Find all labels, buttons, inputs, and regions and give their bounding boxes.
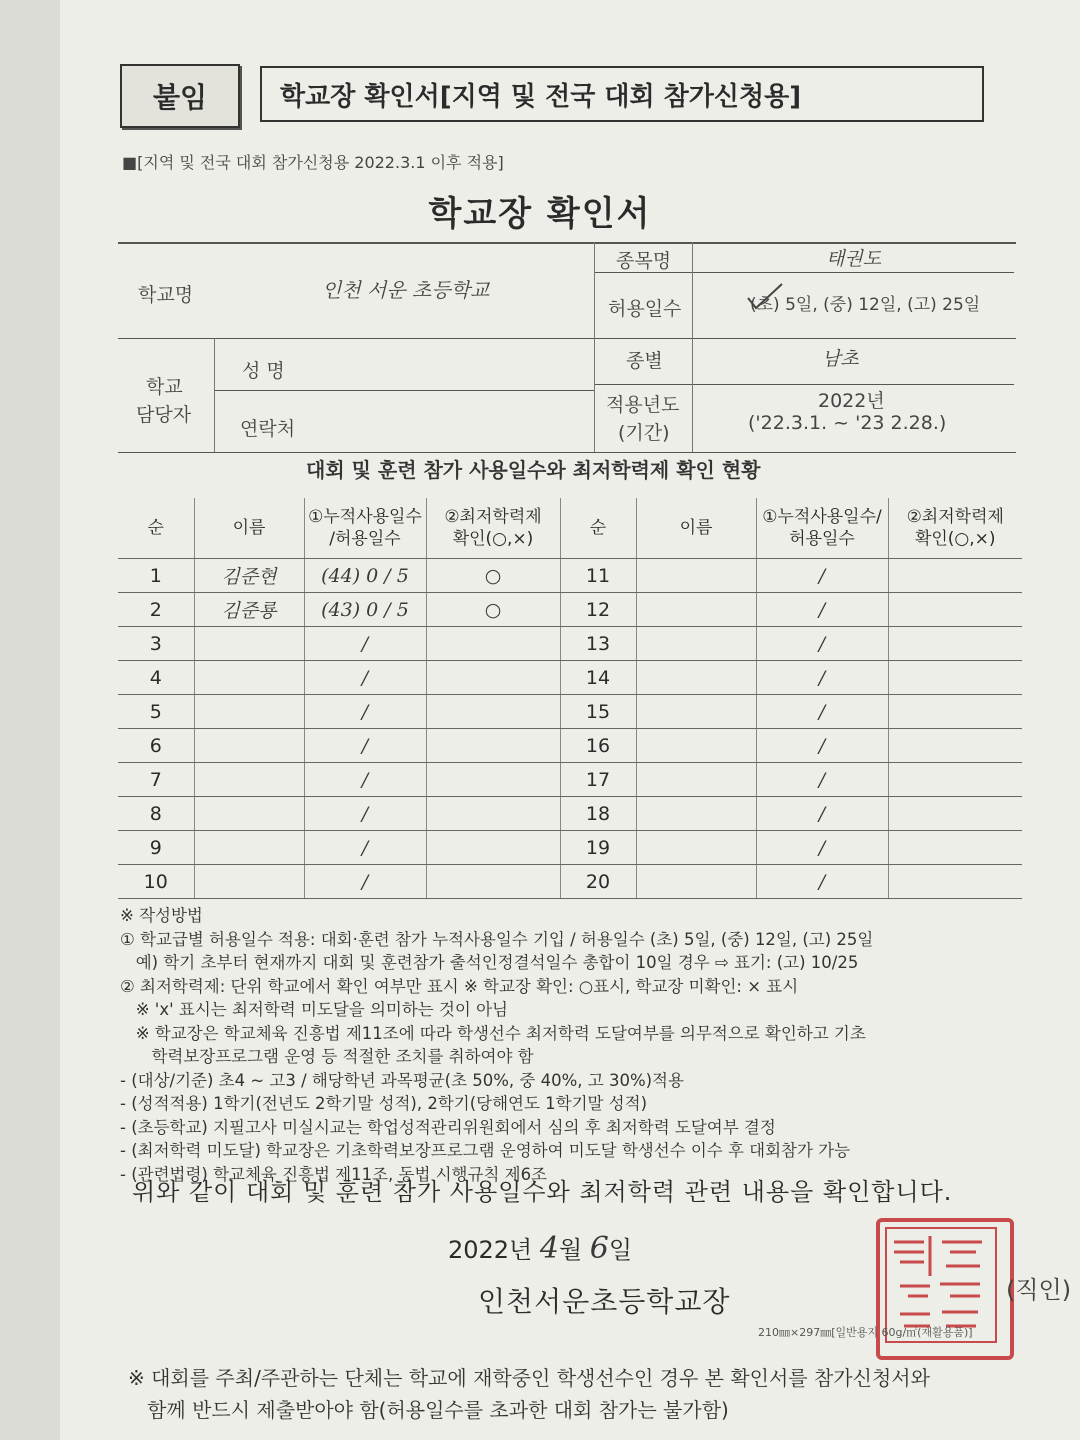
info-line [118, 452, 1016, 453]
row-check-right [888, 729, 1022, 763]
row-no-right: 19 [560, 831, 636, 865]
row-days: / [304, 865, 426, 899]
row-name [194, 695, 304, 729]
table-row [118, 797, 1022, 831]
row-check-right [888, 627, 1022, 661]
row-days: / [304, 763, 426, 797]
header-academic-right: ②최저학력제 확인(○,×) [888, 498, 1022, 559]
header-academic: ②최저학력제 확인(○,×) [426, 498, 560, 559]
row-days-right: / [756, 559, 888, 593]
category-label: 종별 [626, 350, 663, 372]
footer-line: 함께 반드시 제출받아야 함(허용일수를 초과한 대회 참가는 불가함) [128, 1398, 729, 1422]
header-name-right: 이름 [636, 498, 756, 559]
table-row [118, 729, 1022, 763]
info-line [214, 390, 594, 391]
table-row [118, 627, 1022, 661]
row-check-right [888, 797, 1022, 831]
row-check-right [888, 865, 1022, 899]
instruction-line: 학력보장프로그램 운영 등 적절한 조치를 취하여야 함 [120, 1047, 534, 1066]
row-name-right [636, 831, 756, 865]
instruction-line: ① 학교급별 허용일수 적용: 대회·훈련 참가 누적사용일수 기입 / 허용일수 (초) 5일, (중) 12일, (고) 25일 [120, 929, 874, 949]
row-no-right: 20 [560, 865, 636, 899]
instruction-line: - (성적적용) 1학기(전년도 2학기말 성적), 2학기(당해연도 1학기말 성적) [120, 1094, 648, 1113]
instruction-line: ※ 'x' 표시는 최저학력 미도달을 의미하는 것이 아님 [120, 1000, 508, 1019]
row-no: 10 [118, 865, 194, 899]
applicability-note: ■[지역 및 전국 대회 참가신청용 2022.3.1 이후 적용] [122, 153, 504, 172]
header-no-right: 순 [560, 498, 636, 559]
row-days-right: / [756, 661, 888, 695]
date-month: 4 [539, 1231, 559, 1266]
row-check [426, 729, 560, 763]
row-check [426, 763, 560, 797]
row-check-right [888, 661, 1022, 695]
row-check [426, 865, 560, 899]
row-name-right [636, 661, 756, 695]
row-days-right: / [756, 593, 888, 627]
info-top-line [118, 242, 1016, 244]
instructions [120, 904, 1030, 1186]
row-check [426, 695, 560, 729]
contact-group-label: 학교 [146, 376, 183, 398]
row-days-right: / [756, 763, 888, 797]
info-divider [594, 242, 595, 452]
seal-mark: (직인) [1006, 1276, 1072, 1304]
checkmark-icon [744, 282, 784, 312]
header-no: 순 [118, 498, 194, 559]
row-name: 김준룡 [194, 593, 304, 627]
row-no: 3 [118, 627, 194, 661]
row-name-right [636, 627, 756, 661]
date-day-unit: 일 [608, 1236, 633, 1264]
row-name-right [636, 763, 756, 797]
row-name [194, 661, 304, 695]
info-line [594, 384, 1014, 385]
row-days-right: / [756, 865, 888, 899]
row-no-right: 11 [560, 559, 636, 593]
row-days: (44) 0 / 5 [304, 559, 426, 593]
table-row [118, 661, 1022, 695]
row-check-right [888, 831, 1022, 865]
contact-group-label: 담당자 [136, 404, 192, 426]
row-name: 김준현 [194, 559, 304, 593]
row-name [194, 729, 304, 763]
row-days: / [304, 797, 426, 831]
row-name [194, 627, 304, 661]
school-label: 학교명 [138, 284, 194, 306]
row-no: 9 [118, 831, 194, 865]
table-row [118, 763, 1022, 797]
row-days: / [304, 661, 426, 695]
row-name-right [636, 695, 756, 729]
row-check-right [888, 763, 1022, 797]
date-year: 2022년 [447, 1236, 533, 1264]
table-row [118, 865, 1022, 899]
row-days-right: / [756, 797, 888, 831]
row-no: 5 [118, 695, 194, 729]
year-value: 2022년 [818, 390, 885, 412]
footer-note [128, 1362, 1028, 1426]
name-label: 성 명 [242, 360, 285, 382]
school-value: 인천 서운 초등학교 [322, 278, 490, 302]
row-no-right: 17 [560, 763, 636, 797]
allowed-days-value: (초) 5일, (중) 12일, (고) 25일 [750, 295, 981, 315]
principal-name: 인천서운초등학교장 [478, 1285, 731, 1318]
date-month-unit: 월 [558, 1236, 583, 1264]
row-name [194, 763, 304, 797]
table-title: 대회 및 훈련 참가 사용일수와 최저학력제 확인 현황 [306, 458, 761, 482]
document-title: 학교장 확인서[지역 및 전국 대회 참가신청용] [260, 66, 984, 122]
row-name-right [636, 593, 756, 627]
row-name-right [636, 559, 756, 593]
table-row [118, 593, 1022, 627]
sport-value: 태권도 [826, 248, 882, 270]
row-check [426, 797, 560, 831]
row-days: / [304, 695, 426, 729]
instruction-line: ※ 작성방법 [120, 906, 203, 925]
row-no-right: 14 [560, 661, 636, 695]
row-days-right: / [756, 831, 888, 865]
row-no: 7 [118, 763, 194, 797]
row-days-right: / [756, 695, 888, 729]
usage-table [118, 498, 1022, 899]
row-no-right: 15 [560, 695, 636, 729]
row-no: 6 [118, 729, 194, 763]
paper-size: 210㎜×297㎜[일반용지 60g/㎡(재활용품)] [758, 1326, 973, 1339]
row-days: (43) 0 / 5 [304, 593, 426, 627]
info-divider [214, 338, 215, 452]
instruction-line: ※ 학교장은 학교체육 진흥법 제11조에 따라 학생선수 최저학력 도달여부를 의무적으로 확인하고 기초 [120, 1023, 866, 1043]
sport-label: 종목명 [616, 250, 672, 272]
row-no-right: 16 [560, 729, 636, 763]
row-days: / [304, 831, 426, 865]
row-days: / [304, 627, 426, 661]
footer-line: ※ 대회를 주최/주관하는 단체는 학교에 재학중인 학생선수인 경우 본 확인서를 참가신청서와 [128, 1366, 930, 1390]
row-no: 4 [118, 661, 194, 695]
phone-label: 연락처 [240, 418, 296, 440]
row-check [426, 627, 560, 661]
row-name-right [636, 865, 756, 899]
instruction-line: - (최저학력 미도달) 학교장은 기초학력보장프로그램 운영하여 미도달 학생선수 이수 후 대회참가 가능 [120, 1141, 851, 1160]
row-check: ○ [426, 593, 560, 627]
year-label: (기간) [618, 422, 670, 444]
table-row [118, 695, 1022, 729]
info-divider [692, 242, 693, 452]
allowed-days-label: 허용일수 [608, 298, 682, 320]
row-name-right [636, 797, 756, 831]
row-check-right [888, 593, 1022, 627]
row-name-right [636, 729, 756, 763]
year-period: ('22.3.1. ~ '23 2.28.) [748, 412, 947, 434]
row-days-right: / [756, 729, 888, 763]
row-name [194, 831, 304, 865]
row-check-right [888, 559, 1022, 593]
date-day: 6 [589, 1231, 609, 1266]
row-name [194, 797, 304, 831]
row-check [426, 661, 560, 695]
header-days: ①누적사용일수 /허용일수 [304, 498, 426, 559]
row-no-right: 13 [560, 627, 636, 661]
year-label: 적용년도 [606, 394, 680, 416]
instruction-line: - (관련법령) 학교체육 진흥법 제11조, 동법 시행규칙 제6조 [120, 1164, 547, 1184]
category-value: 남초 [822, 348, 859, 370]
row-no: 2 [118, 593, 194, 627]
main-title: 학교장 확인서 [428, 194, 652, 234]
row-no-right: 12 [560, 593, 636, 627]
row-days-right: / [756, 627, 888, 661]
header-days-right: ①누적사용일수/ 허용일수 [756, 498, 888, 559]
instruction-line: ② 최저학력제: 단위 학교에서 확인 여부만 표시 ※ 학교장 확인: ○표시, 학교장 미확인: × 표시 [120, 976, 799, 996]
attachment-label: 붙임 [120, 64, 240, 128]
confirmation-text: 위와 같이 대회 및 훈련 참가 사용일수와 최저학력 관련 내용을 확인합니다. [132, 1178, 953, 1206]
row-no: 8 [118, 797, 194, 831]
row-check-right [888, 695, 1022, 729]
row-no-right: 18 [560, 797, 636, 831]
row-check [426, 831, 560, 865]
instruction-line: - (대상/기준) 초4 ~ 고3 / 해당학년 과목평균(초 50%, 중 40%, 고 30%)적용 [120, 1070, 684, 1090]
table-header-row [118, 498, 1022, 559]
row-name [194, 865, 304, 899]
row-check: ○ [426, 559, 560, 593]
row-days: / [304, 729, 426, 763]
table-row [118, 831, 1022, 865]
row-no: 1 [118, 559, 194, 593]
instruction-line: - (초등학교) 지필고사 미실시교는 학업성적관리위원회에서 심의 후 최저학력 도달여부 결정 [120, 1117, 776, 1137]
table-row [118, 559, 1022, 593]
info-line [118, 338, 1016, 339]
header-name: 이름 [194, 498, 304, 559]
instruction-line: 예) 학기 초부터 현재까지 대회 및 훈련참가 출석인정결석일수 총합이 10일 경우 ⇨ 표기: (고) 10/25 [120, 953, 859, 972]
